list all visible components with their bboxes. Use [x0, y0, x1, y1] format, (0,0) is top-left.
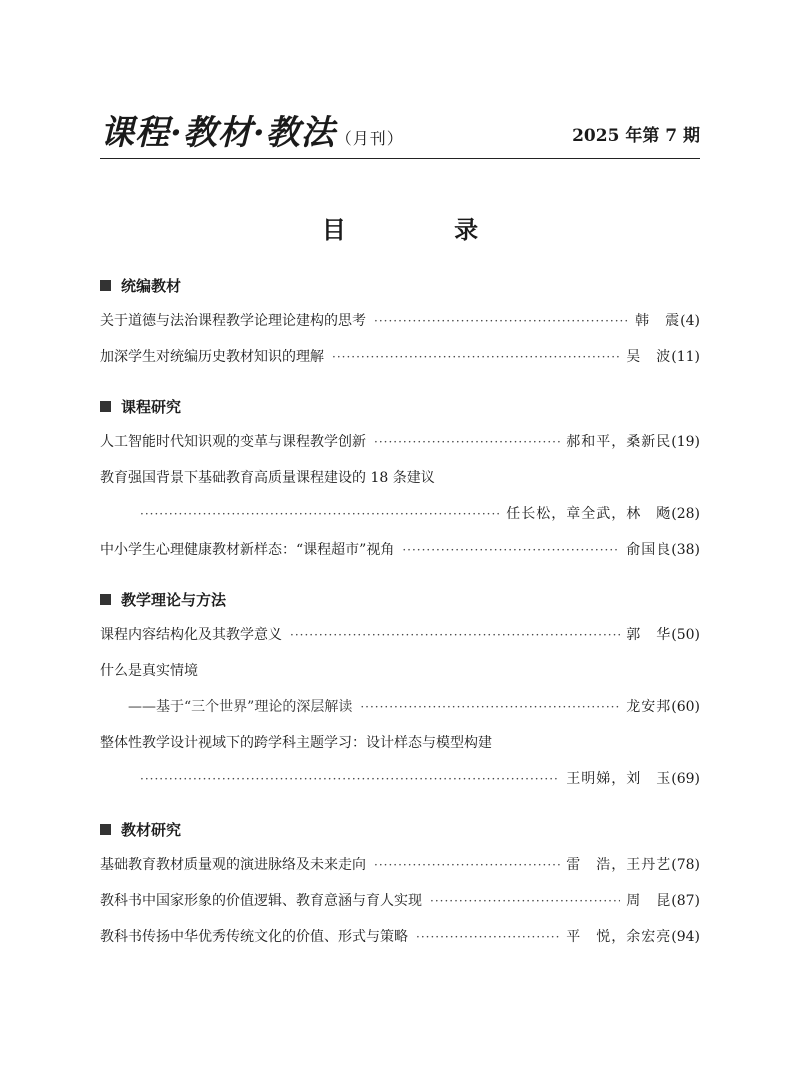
toc-entry[interactable] — [140, 768, 700, 790]
square-bullet-icon — [100, 401, 111, 412]
entry-page: (38) — [671, 542, 700, 558]
entry-page: (87) — [671, 893, 700, 909]
toc-entry[interactable] — [100, 890, 700, 912]
entry-authors: 龙安邦 — [626, 699, 672, 715]
toc-entry[interactable] — [100, 854, 700, 876]
entry-subtitle: ——基于“三个世界”理论的深层解读 — [128, 699, 353, 715]
dot-leader — [374, 310, 629, 332]
dot-leader — [140, 503, 500, 525]
entry-authors: 吴 波 — [626, 349, 672, 365]
dot-leader — [140, 768, 560, 790]
square-bullet-icon — [100, 824, 111, 835]
entry-page: (69) — [671, 771, 700, 787]
toc-entry[interactable] — [100, 431, 700, 453]
section-heading: 教学理论与方法 — [100, 590, 700, 610]
toc-entry[interactable] — [100, 696, 700, 718]
journal-header — [100, 108, 700, 158]
entry-page: (60) — [671, 699, 700, 715]
entry-title: 课程内容结构化及其教学意义 — [100, 627, 282, 643]
toc-title: 目 录 — [321, 216, 529, 244]
entry-authors: 郝和平，桑新民 — [566, 434, 672, 450]
dot-leader — [402, 539, 620, 561]
toc-entry[interactable] — [100, 539, 700, 561]
entry-title[interactable]: 什么是真实情境 — [100, 663, 198, 679]
entry-page: (28) — [671, 506, 700, 522]
dot-leader — [374, 854, 560, 876]
section-heading: 教材研究 — [100, 820, 700, 840]
entry-authors: 王明娣，刘 玉 — [566, 771, 672, 787]
entry-title: 教科书传扬中华优秀传统文化的价值、形式与策略 — [100, 929, 408, 945]
entry-authors: 韩 震 — [635, 313, 681, 329]
entry-title: 中小学生心理健康教材新样态：“课程超市”视角 — [100, 542, 395, 558]
entry-title: 加深学生对统编历史教材知识的理解 — [100, 349, 324, 365]
dot-leader — [290, 624, 620, 646]
entry-authors: 郭 华 — [626, 627, 672, 643]
entry-authors: 俞国良 — [626, 542, 672, 558]
entry-title: 教科书中国家形象的价值逻辑、教育意涵与育人实现 — [100, 893, 422, 909]
dot-leader — [416, 926, 560, 948]
entry-authors: 任长松，章全武，林 飏 — [506, 506, 672, 522]
entry-page: (94) — [671, 929, 700, 945]
issue-number: 2025 年第 7 期 — [572, 126, 700, 146]
journal-frequency: （月刊） — [335, 129, 404, 148]
entry-title[interactable]: 教育强国背景下基础教育高质量课程建设的 18 条建议 — [100, 470, 435, 486]
dot-leader — [374, 431, 560, 453]
toc-entry[interactable] — [100, 624, 700, 646]
square-bullet-icon — [100, 594, 111, 605]
section-heading: 课程研究 — [100, 397, 700, 417]
square-bullet-icon — [100, 280, 111, 291]
entry-page: (78) — [671, 857, 700, 873]
toc-entry[interactable] — [100, 926, 700, 948]
dot-leader — [332, 346, 620, 368]
toc-entry[interactable] — [100, 310, 700, 332]
entry-title: 关于道德与法治课程教学论理论建构的思考 — [100, 313, 366, 329]
entry-authors: 平 悦，余宏亮 — [566, 929, 672, 945]
toc-entry[interactable] — [100, 346, 700, 368]
entry-title: 基础教育教材质量观的演进脉络及未来走向 — [100, 857, 366, 873]
entry-page: (19) — [671, 434, 700, 450]
entry-title[interactable]: 整体性教学设计视域下的跨学科主题学习：设计样态与模型构建 — [100, 735, 492, 751]
entry-page: (11) — [671, 349, 700, 365]
entry-title: 人工智能时代知识观的变革与课程教学创新 — [100, 434, 366, 450]
entry-authors: 周 昆 — [626, 893, 672, 909]
entry-page: (50) — [671, 627, 700, 643]
journal-title: 课程·教材·教法（月刊） — [100, 113, 404, 153]
dot-leader — [430, 890, 620, 912]
entry-page: (4) — [680, 313, 700, 329]
header-divider — [100, 158, 700, 159]
section-heading: 统编教材 — [100, 276, 700, 296]
toc-entry[interactable] — [140, 503, 700, 525]
entry-authors: 雷 浩，王丹艺 — [566, 857, 672, 873]
dot-leader — [360, 696, 620, 718]
